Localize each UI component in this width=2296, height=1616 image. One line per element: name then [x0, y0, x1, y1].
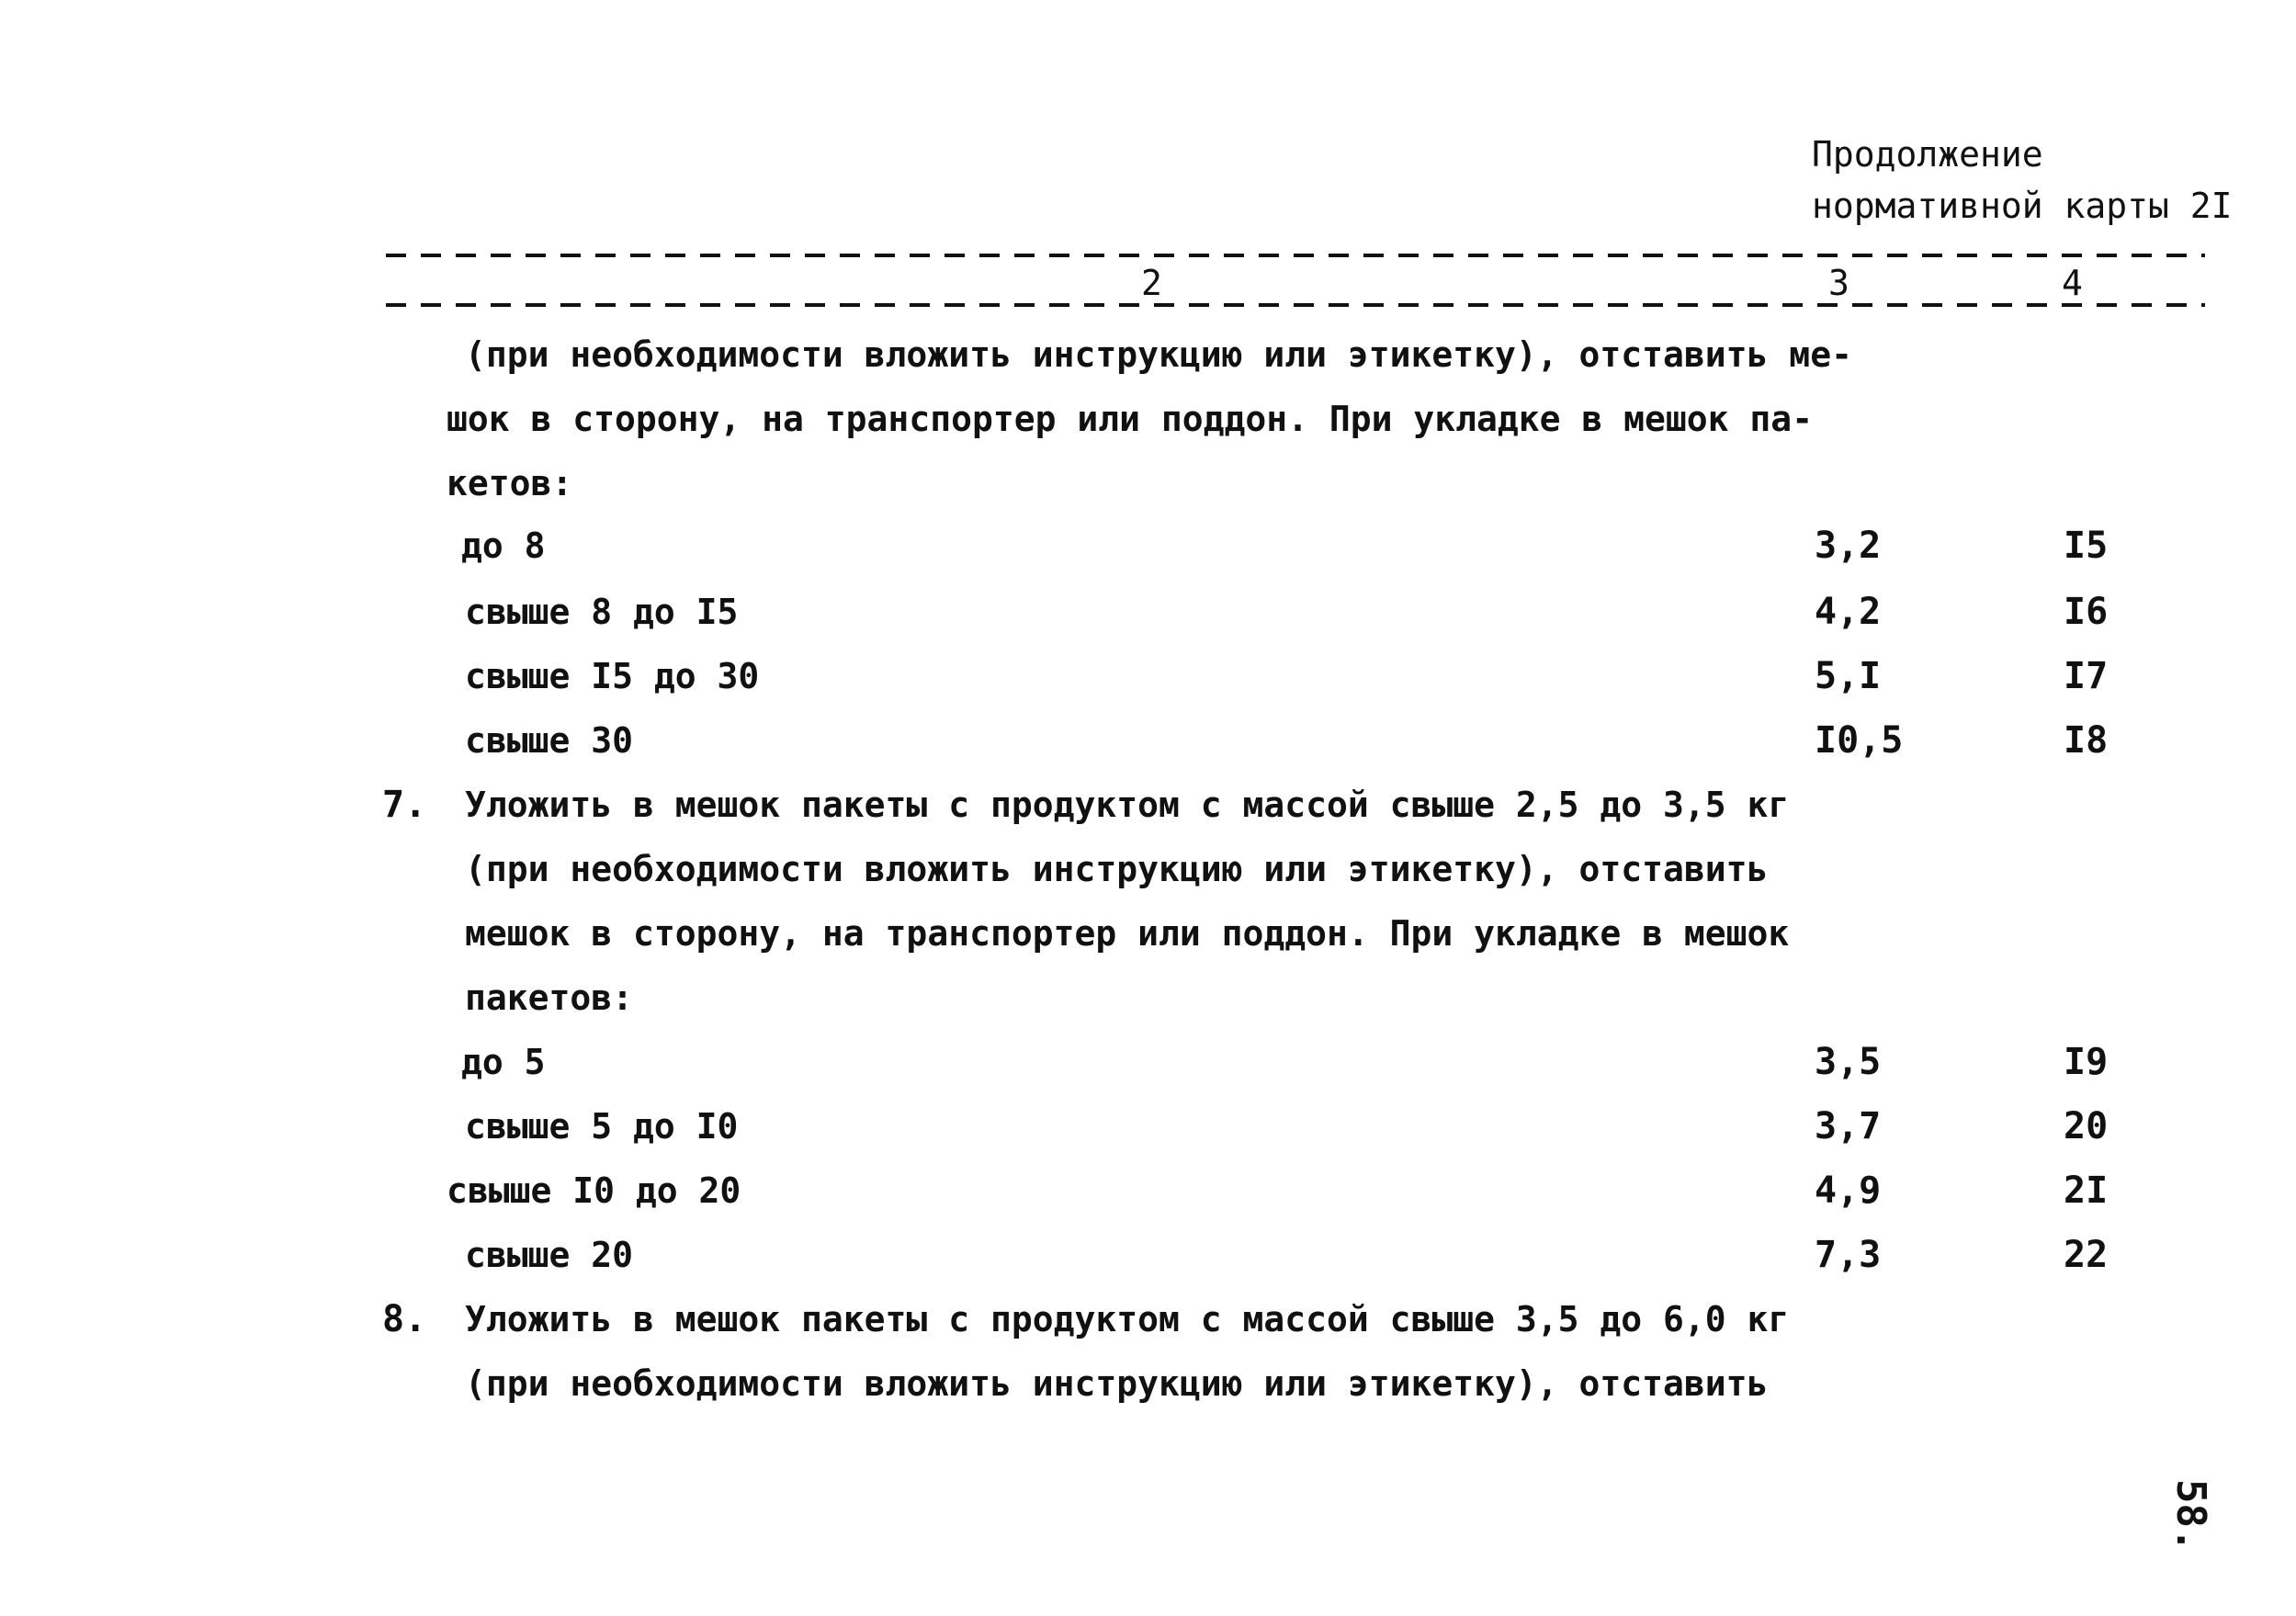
- item-text-line: Уложить в мешок пакеты с продуктом с массой свыше 3,5 до 6,0 кг: [465, 1299, 1790, 1339]
- row-label: до 5: [461, 1042, 546, 1082]
- column-header-2: 2: [1134, 263, 1170, 303]
- row-value-col4: I5: [2064, 525, 2109, 567]
- column-header-3: 3: [1821, 263, 1857, 303]
- row-value-col4: 2I: [2064, 1170, 2109, 1212]
- row-label: свыше I0 до 20: [447, 1170, 741, 1211]
- row-value-col4: I7: [2064, 655, 2109, 697]
- page-number: 58.: [2167, 1479, 2214, 1553]
- item-text-line: Уложить в мешок пакеты с продуктом с массой свыше 2,5 до 3,5 кг: [465, 785, 1790, 825]
- item-text-line: (при необходимости вложить инструкцию или этикетку), отставить: [465, 1363, 1769, 1404]
- item-text-line: пакетов:: [465, 978, 634, 1018]
- row-label: свыше 5 до I0: [465, 1106, 739, 1147]
- row-value-col3: 4,2: [1815, 591, 1882, 633]
- row-value-col3: 4,9: [1815, 1170, 1882, 1212]
- row-value-col3: 7,3: [1815, 1234, 1882, 1276]
- heading-line-1: Продолжение: [1812, 134, 2043, 175]
- table-header-rule: [386, 303, 2205, 307]
- row-label: до 8: [461, 525, 546, 566]
- row-value-col3: 3,5: [1815, 1041, 1882, 1083]
- continuation-text-line: шок в сторону, на транспортер или поддон. При укладке в мешок па-: [447, 399, 1814, 439]
- row-label: свыше 20: [465, 1235, 634, 1275]
- row-value-col3: 3,7: [1815, 1105, 1882, 1147]
- row-value-col3: 3,2: [1815, 525, 1882, 567]
- item-number: 7.: [382, 784, 427, 826]
- row-value-col4: I9: [2064, 1041, 2109, 1083]
- row-value-col3: 5,I: [1815, 655, 1882, 697]
- row-value-col4: 22: [2064, 1234, 2109, 1276]
- table-top-rule: [386, 254, 2205, 257]
- row-value-col4: I6: [2064, 591, 2109, 633]
- continuation-text-line: кетов:: [447, 463, 573, 503]
- row-label: свыше 8 до I5: [465, 592, 739, 632]
- row-value-col3: I0,5: [1815, 719, 1904, 762]
- row-label: свыше 30: [465, 720, 634, 761]
- item-text-line: (при необходимости вложить инструкцию или этикетку), отставить: [465, 849, 1769, 889]
- column-header-4: 4: [2054, 263, 2090, 303]
- row-value-col4: 20: [2064, 1105, 2109, 1147]
- row-value-col4: I8: [2064, 719, 2109, 762]
- row-label: свыше I5 до 30: [465, 656, 760, 696]
- heading-line-2: нормативной карты 2I: [1812, 186, 2233, 226]
- item-text-line: мешок в сторону, на транспортер или поддон. При укладке в мешок: [465, 913, 1790, 954]
- continuation-text-line: (при необходимости вложить инструкцию или этикетку), отставить ме-: [465, 334, 1852, 375]
- item-number: 8.: [382, 1298, 427, 1340]
- continuation-heading: [1812, 129, 2233, 232]
